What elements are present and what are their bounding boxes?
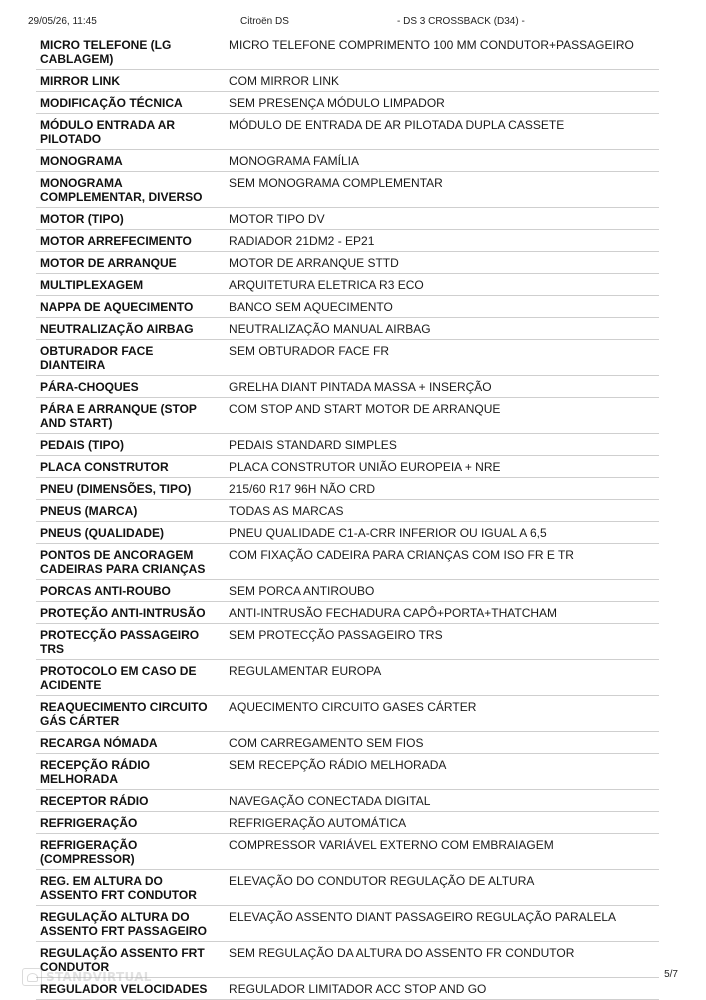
spec-label: MIRROR LINK bbox=[36, 70, 224, 92]
spec-label: PROTOCOLO EM CASO DE ACIDENTE bbox=[36, 660, 224, 696]
spec-value: SEM MONOGRAMA COMPLEMENTAR bbox=[224, 172, 659, 208]
print-brand: Citroën DS bbox=[240, 16, 289, 27]
table-row bbox=[36, 456, 659, 478]
spec-label: REGULADOR VELOCIDADES bbox=[36, 978, 224, 1000]
spec-value: RADIADOR 21DM2 - EP21 bbox=[224, 230, 659, 252]
spec-value: MICRO TELEFONE COMPRIMENTO 100 MM CONDUTOR+PASSAGEIRO bbox=[224, 34, 659, 70]
spec-label: PLACA CONSTRUTOR bbox=[36, 456, 224, 478]
table-row bbox=[36, 208, 659, 230]
spec-label: OBTURADOR FACE DIANTEIRA bbox=[36, 340, 224, 376]
spec-label: PÁRA-CHOQUES bbox=[36, 376, 224, 398]
table-row bbox=[36, 906, 659, 942]
spec-label: PORCAS ANTI-ROUBO bbox=[36, 580, 224, 602]
spec-value: NAVEGAÇÃO CONECTADA DIGITAL bbox=[224, 790, 659, 812]
spec-value: ELEVAÇÃO DO CONDUTOR REGULAÇÃO DE ALTURA bbox=[224, 870, 659, 906]
spec-label: MOTOR ARREFECIMENTO bbox=[36, 230, 224, 252]
table-row bbox=[36, 754, 659, 790]
spec-value: ELEVAÇÃO ASSENTO DIANT PASSAGEIRO REGULAÇÃO PARALELA bbox=[224, 906, 659, 942]
spec-label: RECEPÇÃO RÁDIO MELHORADA bbox=[36, 754, 224, 790]
spec-label: MOTOR (TIPO) bbox=[36, 208, 224, 230]
spec-value: MOTOR TIPO DV bbox=[224, 208, 659, 230]
spec-value: PLACA CONSTRUTOR UNIÃO EUROPEIA + NRE bbox=[224, 456, 659, 478]
spec-value: SEM PROTECÇÃO PASSAGEIRO TRS bbox=[224, 624, 659, 660]
spec-value: ARQUITETURA ELETRICA R3 ECO bbox=[224, 274, 659, 296]
spec-value: TODAS AS MARCAS bbox=[224, 500, 659, 522]
table-row bbox=[36, 376, 659, 398]
specification-table-body bbox=[36, 34, 659, 1000]
table-row bbox=[36, 70, 659, 92]
table-row bbox=[36, 580, 659, 602]
table-row bbox=[36, 696, 659, 732]
spec-label: PROTEÇÃO ANTI-INTRUSÃO bbox=[36, 602, 224, 624]
table-row bbox=[36, 340, 659, 376]
table-row bbox=[36, 660, 659, 696]
spec-value: SEM PORCA ANTIROUBO bbox=[224, 580, 659, 602]
spec-value: GRELHA DIANT PINTADA MASSA + INSERÇÃO bbox=[224, 376, 659, 398]
spec-value: NEUTRALIZAÇÃO MANUAL AIRBAG bbox=[224, 318, 659, 340]
table-row bbox=[36, 150, 659, 172]
table-row bbox=[36, 114, 659, 150]
spec-label: PNEUS (QUALIDADE) bbox=[36, 522, 224, 544]
spec-value: SEM RECEPÇÃO RÁDIO MELHORADA bbox=[224, 754, 659, 790]
spec-value: MÓDULO DE ENTRADA DE AR PILOTADA DUPLA CASSETE bbox=[224, 114, 659, 150]
table-row bbox=[36, 172, 659, 208]
spec-label: NEUTRALIZAÇÃO AIRBAG bbox=[36, 318, 224, 340]
spec-value: SEM REGULAÇÃO DA ALTURA DO ASSENTO FR CONDUTOR bbox=[224, 942, 659, 978]
spec-label: PÁRA E ARRANQUE (STOP AND START) bbox=[36, 398, 224, 434]
table-row bbox=[36, 34, 659, 70]
spec-label: PNEUS (MARCA) bbox=[36, 500, 224, 522]
spec-label: MOTOR DE ARRANQUE bbox=[36, 252, 224, 274]
spec-value: MONOGRAMA FAMÍLIA bbox=[224, 150, 659, 172]
spec-value: 215/60 R17 96H NÃO CRD bbox=[224, 478, 659, 500]
page-number: 5/7 bbox=[664, 969, 678, 980]
spec-value: COM CARREGAMENTO SEM FIOS bbox=[224, 732, 659, 754]
spec-label: RECARGA NÓMADA bbox=[36, 732, 224, 754]
spec-label: MULTIPLEXAGEM bbox=[36, 274, 224, 296]
spec-value: REGULAMENTAR EUROPA bbox=[224, 660, 659, 696]
spec-label: MONOGRAMA bbox=[36, 150, 224, 172]
table-row bbox=[36, 230, 659, 252]
table-row bbox=[36, 790, 659, 812]
spec-label: REFRIGERAÇÃO (COMPRESSOR) bbox=[36, 834, 224, 870]
table-row bbox=[36, 500, 659, 522]
table-row bbox=[36, 434, 659, 456]
spec-value: SEM OBTURADOR FACE FR bbox=[224, 340, 659, 376]
spec-value: COM FIXAÇÃO CADEIRA PARA CRIANÇAS COM ISO FR E TR bbox=[224, 544, 659, 580]
spec-value: SEM PRESENÇA MÓDULO LIMPADOR bbox=[224, 92, 659, 114]
spec-value: COMPRESSOR VARIÁVEL EXTERNO COM EMBRAIAGEM bbox=[224, 834, 659, 870]
table-row bbox=[36, 812, 659, 834]
spec-label: PEDAIS (TIPO) bbox=[36, 434, 224, 456]
print-datetime: 29/05/26, 11:45 bbox=[28, 16, 97, 27]
table-row bbox=[36, 624, 659, 660]
spec-value: REGULADOR LIMITADOR ACC STOP AND GO bbox=[224, 978, 659, 1000]
spec-label: REAQUECIMENTO CIRCUITO GÁS CÁRTER bbox=[36, 696, 224, 732]
table-row bbox=[36, 252, 659, 274]
spec-value: REFRIGERAÇÃO AUTOMÁTICA bbox=[224, 812, 659, 834]
table-row bbox=[36, 478, 659, 500]
table-row bbox=[36, 92, 659, 114]
spec-label: REGULAÇÃO ALTURA DO ASSENTO FRT PASSAGEIRO bbox=[36, 906, 224, 942]
table-row bbox=[36, 274, 659, 296]
spec-label: PONTOS DE ANCORAGEM CADEIRAS PARA CRIANÇAS bbox=[36, 544, 224, 580]
spec-value: PNEU QUALIDADE C1-A-CRR INFERIOR OU IGUAL A 6,5 bbox=[224, 522, 659, 544]
table-row bbox=[36, 732, 659, 754]
spec-value: COM STOP AND START MOTOR DE ARRANQUE bbox=[224, 398, 659, 434]
spec-label: RECEPTOR RÁDIO bbox=[36, 790, 224, 812]
print-header bbox=[0, 16, 706, 30]
print-model: - DS 3 CROSSBACK (D34) - bbox=[397, 16, 525, 27]
table-row bbox=[36, 296, 659, 318]
watermark-text: STANDVIRTUAL bbox=[46, 970, 152, 984]
table-row bbox=[36, 398, 659, 434]
spec-value: PEDAIS STANDARD SIMPLES bbox=[224, 434, 659, 456]
spec-value: AQUECIMENTO CIRCUITO GASES CÁRTER bbox=[224, 696, 659, 732]
table-row bbox=[36, 318, 659, 340]
spec-label: NAPPA DE AQUECIMENTO bbox=[36, 296, 224, 318]
spec-value: BANCO SEM AQUECIMENTO bbox=[224, 296, 659, 318]
table-row bbox=[36, 602, 659, 624]
spec-value: COM MIRROR LINK bbox=[224, 70, 659, 92]
table-row bbox=[36, 522, 659, 544]
table-row bbox=[36, 834, 659, 870]
spec-label: MICRO TELEFONE (LG CABLAGEM) bbox=[36, 34, 224, 70]
spec-label: MÓDULO ENTRADA AR PILOTADO bbox=[36, 114, 224, 150]
spec-label: REGULAÇÃO ASSENTO FRT CONDUTOR bbox=[36, 942, 224, 978]
spec-label: PNEU (DIMENSÕES, TIPO) bbox=[36, 478, 224, 500]
watermark bbox=[22, 966, 152, 988]
spec-label: PROTECÇÃO PASSAGEIRO TRS bbox=[36, 624, 224, 660]
spec-value: ANTI-INTRUSÃO FECHADURA CAPÔ+PORTA+THATCHAM bbox=[224, 602, 659, 624]
table-row bbox=[36, 870, 659, 906]
spec-label: MONOGRAMA COMPLEMENTAR, DIVERSO bbox=[36, 172, 224, 208]
standvirtual-logo-icon bbox=[22, 968, 42, 986]
spec-label: MODIFICAÇÃO TÉCNICA bbox=[36, 92, 224, 114]
spec-label: REFRIGERAÇÃO bbox=[36, 812, 224, 834]
specification-table bbox=[36, 34, 659, 1000]
table-row bbox=[36, 544, 659, 580]
spec-label: REG. EM ALTURA DO ASSENTO FRT CONDUTOR bbox=[36, 870, 224, 906]
spec-value: MOTOR DE ARRANQUE STTD bbox=[224, 252, 659, 274]
